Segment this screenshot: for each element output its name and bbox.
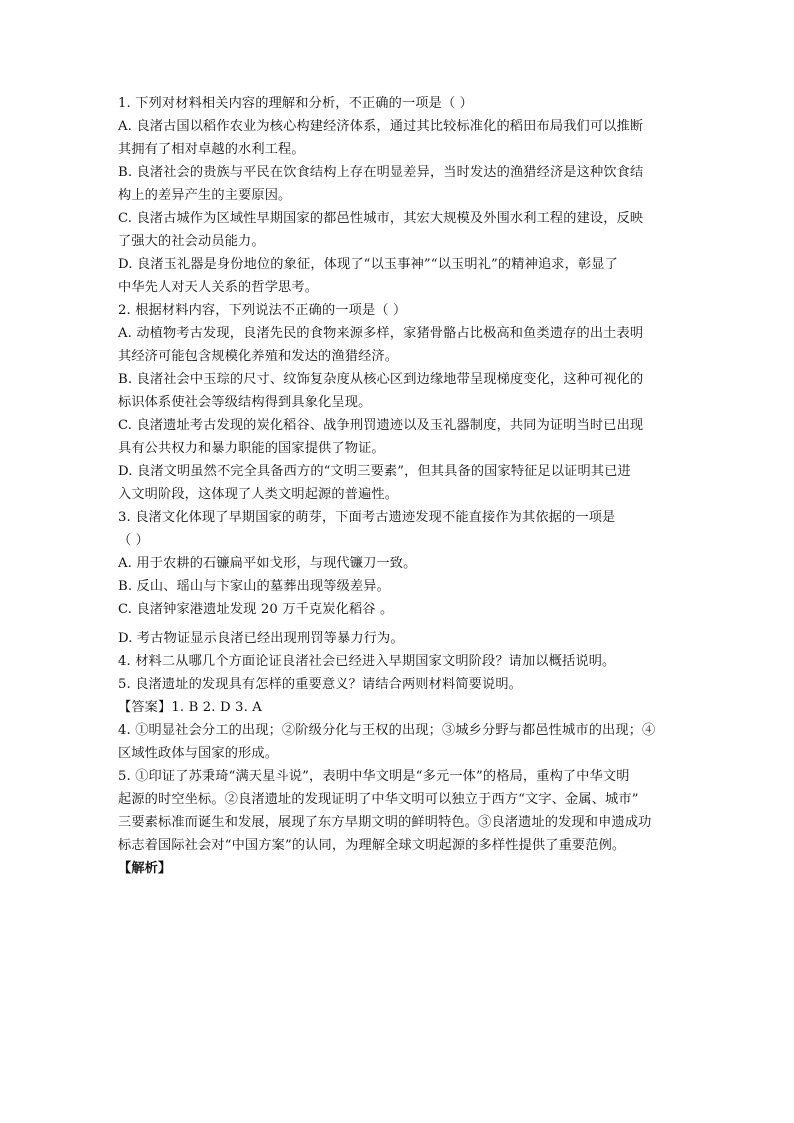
question-2-stem: 2. 根据材料内容，下列说法不正确的一项是（ ）	[118, 303, 407, 318]
question-2-option-c: C. 良渚遗址考古发现的炭化稻谷、战争刑罚遗迹以及玉礼器制度，共同为证明当时已出现	[118, 418, 644, 433]
question-1-option-c-continued: 了强大的社会动员能力。	[118, 234, 265, 249]
question-3-option-d: D. 考古物证显示良渚已经出现刑罚等暴力行为。	[118, 631, 404, 646]
document-body	[118, 92, 684, 880]
question-2-option-a: A. 动植物考古发现，良渚先民的食物来源多样，家猪骨骼占比极高和鱼类遗存的出土表明	[118, 326, 644, 341]
question-2-option-a-continued: 其经济可能包含规模化养殖和发达的渔猎经济。	[118, 349, 399, 364]
answer-key: 【答案】1. B 2. D 3. A	[118, 700, 262, 715]
answer-5-continued-2: 三要素标准而诞生和发展，展现了东方早期文明的鲜明特色。③良渚遗址的发现和申遗成功	[118, 815, 652, 830]
question-4-stem: 4. 材料二从哪几个方面论证良渚社会已经进入早期国家文明阶段？请加以概括说明。	[118, 654, 616, 669]
answer-5: 5. ①印证了苏秉琦“满天星斗说”，表明中华文明是“多元一体”的格局，重构了中华文明	[118, 769, 630, 784]
question-2-option-c-continued: 具有公共权力和暴力职能的国家提供了物证。	[118, 441, 385, 456]
question-3-option-b: B. 反山、瑶山与卞家山的墓葬出现等级差异。	[118, 579, 390, 594]
answer-5-continued-1: 起源的时空坐标。②良渚遗址的发现证明了中华文明可以独立于西方“文字、金属、城市”	[118, 792, 639, 807]
answer-4: 4. ①明显社会分工的出现；②阶级分化与王权的出现；③城乡分野与都邑性城市的出现；④	[118, 723, 656, 738]
question-3-option-a: A. 用于农耕的石镰扁平如戈形，与现代镰刀一致。	[118, 556, 417, 571]
question-2-option-d: D. 良渚文明虽然不完全具备西方的“文明三要素”，但其具备的国家特征足以证明其已进	[118, 464, 631, 479]
question-2-option-d-continued: 入文明阶段，这体现了人类文明起源的普遍性。	[118, 487, 399, 502]
answer-5-continued-3: 标志着国际社会对“中国方案”的认同，为理解全球文明起源的多样性提供了重要范例。	[118, 838, 626, 853]
question-1-option-b: B. 良渚社会的贵族与平民在饮食结构上存在明显差异，当时发达的渔猎经济是这种饮食结	[118, 165, 644, 180]
question-1-option-d-continued: 中华先人对天人关系的哲学思考。	[118, 280, 319, 295]
question-3-option-c: C. 良渚钟家港遗址发现 20 万千克炭化稻谷 。	[118, 602, 394, 617]
question-1-stem: 1. 下列对材料相关内容的理解和分析，不正确的一项是（ ）	[118, 96, 474, 111]
question-2-option-b: B. 良渚社会中玉琮的尺寸、纹饰复杂度从核心区到边缘地带呈现梯度变化，这种可视化的	[118, 372, 644, 387]
question-1-option-d: D. 良渚玉礼器是身份地位的象征，体现了“以玉事神”“以玉明礼”的精神追求，彰显了	[118, 257, 618, 272]
question-3-blank: （ ）	[118, 533, 150, 548]
question-1-option-b-continued: 构上的差异产生的主要原因。	[118, 188, 292, 203]
question-5-stem: 5. 良渚遗址的发现具有怎样的重要意义？请结合两则材料简要说明。	[118, 677, 523, 692]
answer-4-continued: 区域性政体与国家的形成。	[118, 746, 279, 761]
analysis-heading: 【解析】	[118, 861, 172, 876]
question-1-option-a: A. 良渚古国以稻作农业为核心构建经济体系，通过其比较标准化的稻田布局我们可以推断	[118, 119, 644, 134]
question-2-option-b-continued: 标识体系使社会等级结构得到具象化呈现。	[118, 395, 372, 410]
question-1-option-c: C. 良渚古城作为区域性早期国家的都邑性城市，其宏大规模及外围水利工程的建设，反映	[118, 211, 644, 226]
question-3-stem: 3. 良渚文化体现了早期国家的萌芽，下面考古遗迹发现不能直接作为其依据的一项是	[118, 510, 616, 525]
question-1-option-a-continued: 其拥有了相对卓越的水利工程。	[118, 142, 305, 157]
